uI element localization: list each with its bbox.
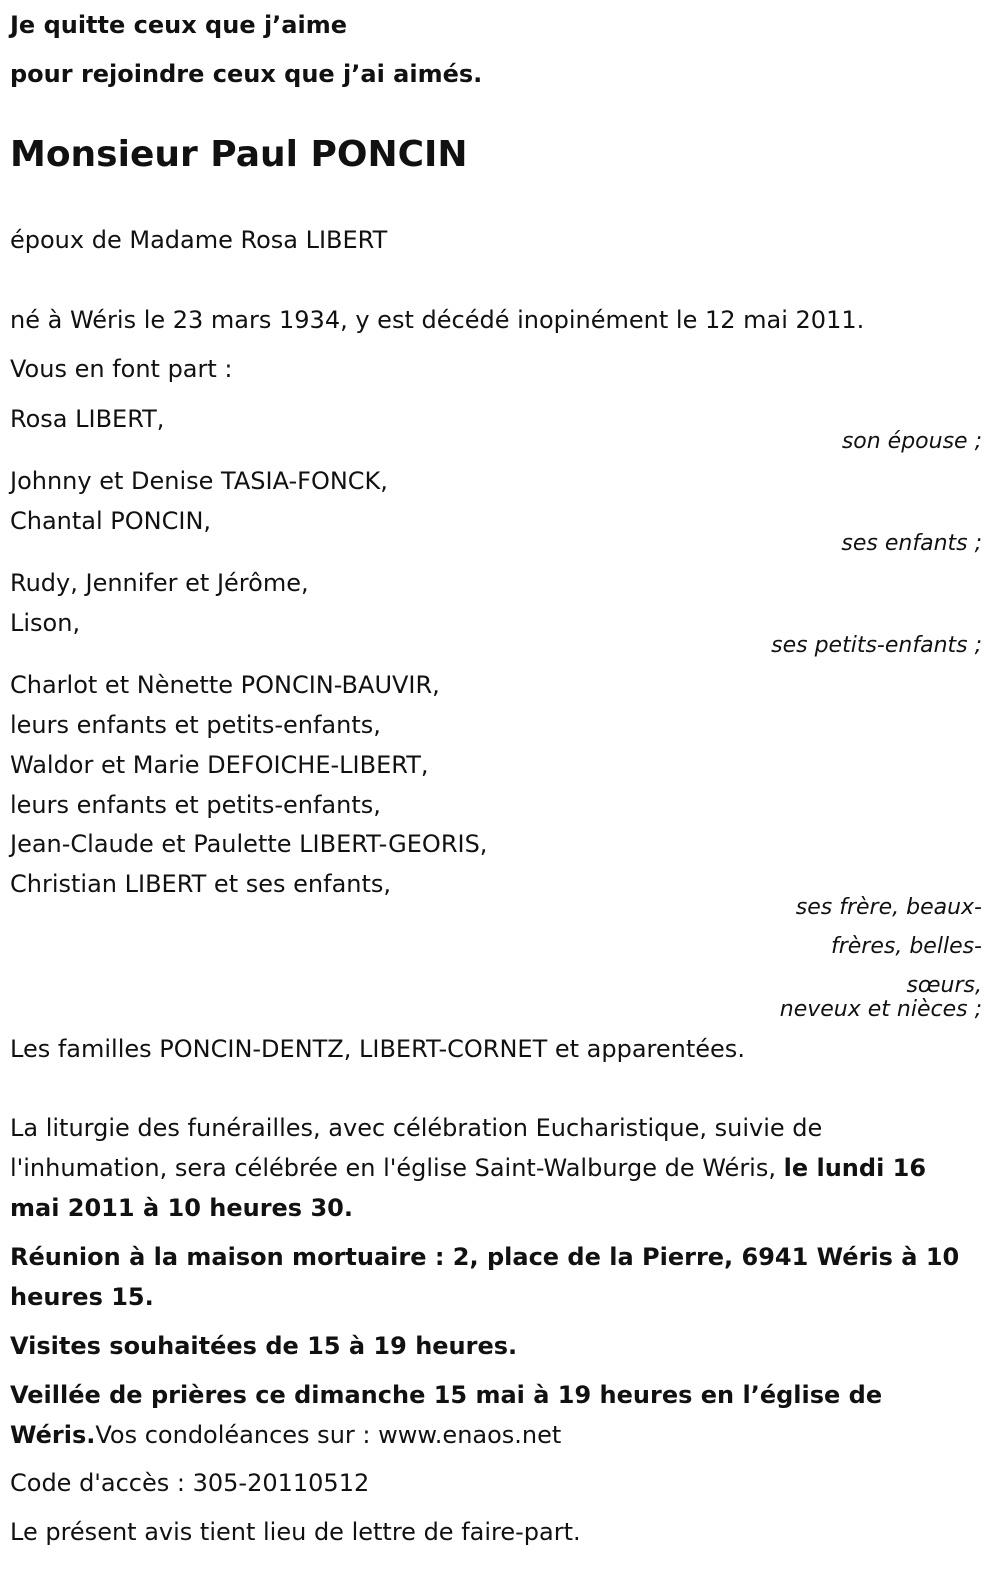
vigil-and-condolences [10,1375,975,1455]
dates-line: né à Wéris le 23 mars 1934, y est décédé inopinément le 12 mai 2011. [10,306,865,334]
closing-note: Le présent avis tient lieu de lettre de faire-part. [10,1518,581,1546]
siblings-relation: sœurs, [906,973,982,998]
epigraph-line-2: pour rejoindre ceux que j’ai aimés. [10,60,483,88]
spouse-line: époux de Madame Rosa LIBERT [10,226,388,254]
epigraph-line-1: Je quitte ceux que j’aime [10,11,348,39]
siblings-relation: neveux et nièces ; [779,997,982,1022]
sibling-name: Charlot et Nènette PONCIN-BAUVIR, [10,671,440,699]
condolences-info: Vos condoléances sur : www.enaos.net [95,1421,562,1449]
sibling-name: leurs enfants et petits-enfants, [10,711,381,739]
grandchild-name: Rudy, Jennifer et Jérôme, [10,569,309,597]
sibling-name: Christian LIBERT et ses enfants, [10,870,392,898]
access-code: Code d'accès : 305-20110512 [10,1469,370,1497]
grandchild-name: Lison, [10,609,81,637]
liturgy-date: le lundi 16 mai 2011 à 10 heures 30. [10,1154,927,1222]
siblings-relation: ses frère, beaux- [795,895,982,920]
sibling-name: Waldor et Marie DEFOICHE-LIBERT, [10,751,429,779]
vigil-info: Veillée de prières ce dimanche 15 mai à 19 heures en l’église de Wéris. [10,1381,883,1449]
children-relation: ses enfants ; [841,531,982,556]
funeral-liturgy [10,1108,975,1228]
spouse-name: Rosa LIBERT, [10,405,165,433]
grandchildren-relation: ses petits-enfants ; [771,633,982,658]
liturgy-text: La liturgie des funérailles, avec célébration Eucharistique, suivie de l'inhumation, sera célébrée en l'église Saint-Walburge de Wéris, [10,1114,823,1182]
child-name: Johnny et Denise TASIA-FONCK, [10,467,388,495]
families-line: Les familles PONCIN-DENTZ, LIBERT-CORNET et apparentées. [10,1035,745,1063]
deceased-name: Monsieur Paul PONCIN [10,134,468,175]
meeting-info: Réunion à la maison mortuaire : 2, place de la Pierre, 6941 Wéris à 10 heures 15. [10,1243,960,1311]
child-name: Chantal PONCIN, [10,507,212,535]
visits-info: Visites souhaitées de 15 à 19 heures. [10,1332,518,1360]
siblings-relation: frères, belles- [830,934,982,959]
spouse-relation: son épouse ; [841,429,982,454]
announcers-intro: Vous en font part : [10,355,233,383]
sibling-name: Jean-Claude et Paulette LIBERT-GEORIS, [10,830,488,858]
sibling-name: leurs enfants et petits-enfants, [10,791,381,819]
